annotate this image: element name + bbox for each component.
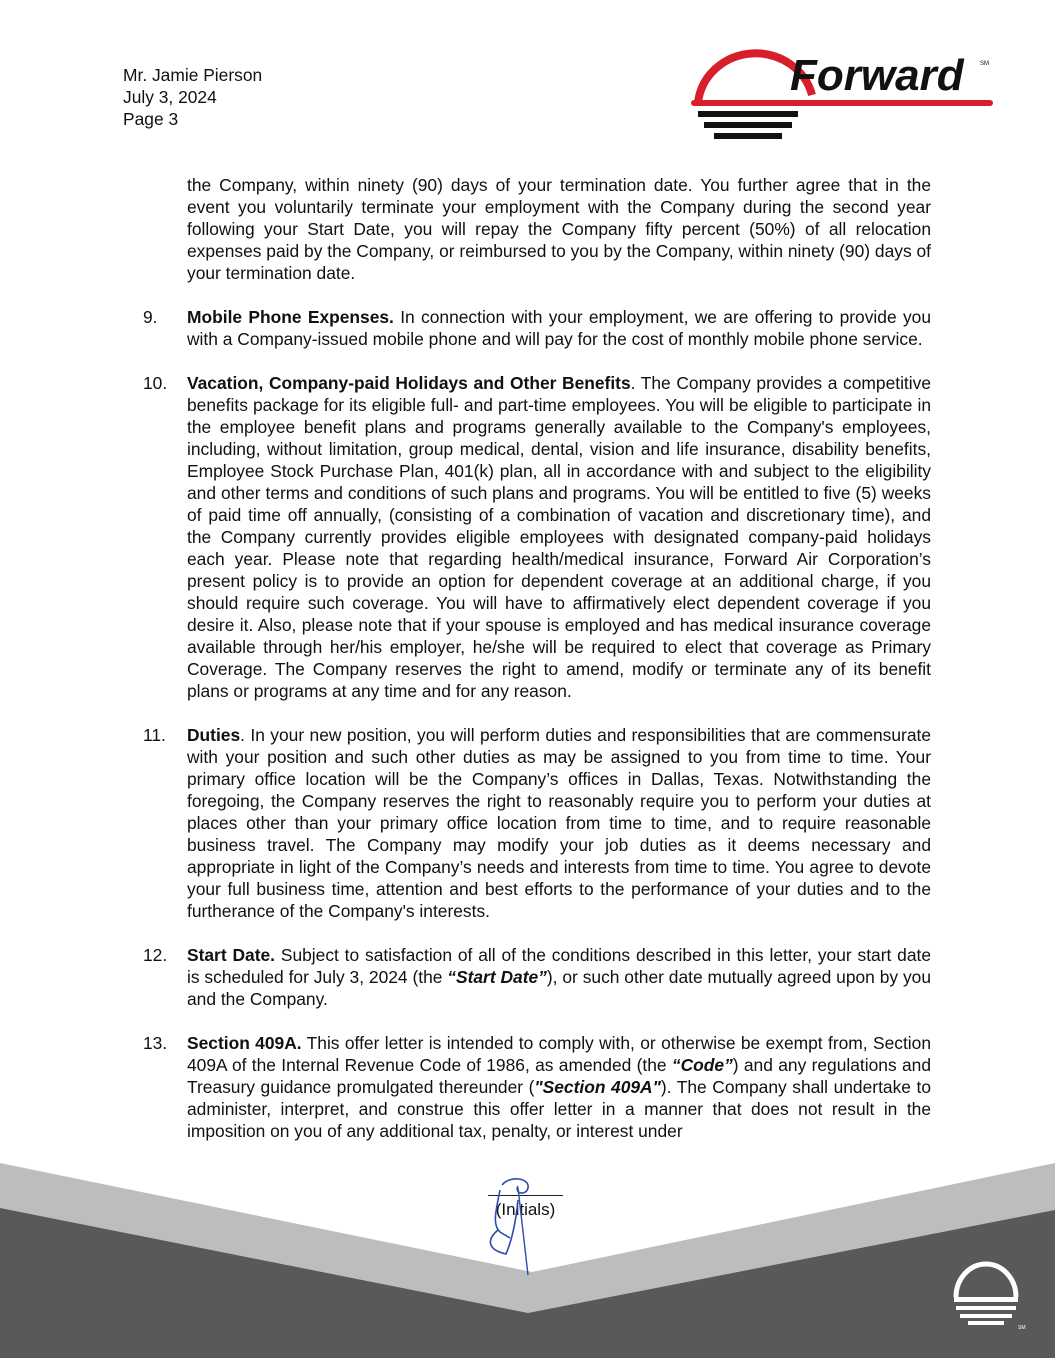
page-number: Page 3 — [123, 109, 179, 129]
section-10: 10. Vacation, Company-paid Holidays and Other Benefits. The Company provides a competitive benefits package for its eligible full- and part-time employees. You will be eligible to participate in the employee benefit plans and programs generally available to the Company's employees, including, without limitation, group medical, dental, vision and life insurance, disability benefits, Employee Stock Purchase Plan, 401(k) plan, all in accordance with and subject to the eligibility and other terms and conditions of such plans and programs. You will be entitled to five (5) weeks of paid time off annually, (consisting of a combination of vacation and discretionary time), and the Company currently provides eligible employees with designated company-paid holidays each year. Please note that regarding health/medical insurance, Forward Air Corporation’s present policy is to provide an option for dependent coverage at an additional charge, if you should require such coverage. You will have to affirmatively elect dependent coverage if you desire it. Also, please note that if your spouse is employed and has medical insurance coverage available through her/his employer, he/she will be required to elect that coverage as Primary Coverage. The Company reserves the right to amend, modify or terminate any of its benefit plans or programs at any time and for any reason. — [143, 373, 931, 701]
forward-logo — [690, 45, 1000, 145]
section-title: Mobile Phone Expenses. — [187, 307, 394, 327]
initials-line: (Initials) — [488, 1195, 563, 1220]
defined-term: “Code” — [671, 1055, 733, 1075]
svg-text:SM: SM — [980, 61, 989, 67]
letter-header — [123, 64, 262, 130]
defined-term: "Section 409A" — [534, 1077, 661, 1097]
section-title: Vacation, Company-paid Holidays and Other Benefits — [187, 373, 631, 393]
letter-date: July 3, 2024 — [123, 87, 217, 107]
section-9: 9. Mobile Phone Expenses. In connection with your employment, we are offering to provide you with a Company-issued mobile phone and will pay for the cost of monthly mobile phone service. — [143, 307, 931, 349]
section-12: 12. Start Date. Subject to satisfaction of all of the conditions described in this letter, your start date is scheduled for July 3, 2024 (the “Start Date”), or such other date mutually agreed upon by you and the Company. — [143, 945, 932, 1009]
recipient-name: Mr. Jamie Pierson — [123, 65, 263, 85]
forward-footer-mark-icon — [948, 1255, 1028, 1330]
section-title: Section 409A. — [187, 1033, 302, 1053]
section-11: 11. Duties. In your new position, you will perform duties and responsibilities that are commensurate with your position and such other duties as may be assigned to you from time to time. Your primary office location will be the Company’s offices in Dallas, Texas. Notwithstanding the foregoing, the Company reserves the right to reasonably require you to perform your duties at places other than your primary office location from time to time, and to require reasonable business travel. The Company may modify your job duties as it deems necessary and appropriate in light of the Company’s needs and interests from time to time. You agree to devote your full business time, attention and best efforts to the performance of your duties and to the furtherance of the Company's interests. — [143, 725, 931, 921]
svg-text:SM: SM — [1018, 1325, 1026, 1330]
letter-body — [143, 174, 931, 1164]
section-title: Duties — [187, 725, 241, 745]
defined-term: “Start Date” — [447, 967, 547, 987]
section-title: Start Date. — [187, 945, 275, 965]
logo-wordmark: Forward — [790, 51, 964, 100]
initials-signature — [470, 1170, 570, 1280]
section-13: 13. Section 409A. This offer letter is intended to comply with, or otherwise be exempt from, Section 409A of the Internal Revenue Code of 1986, as amended (the “Code”) and any regulations and Treasury guidance promulgated thereunder ("Section 409A"). The Company shall undertake to administer, interpret, and construe this offer letter in a manner that does not result in the imposition on you of any additional tax, penalty, or interest under — [143, 1033, 932, 1141]
continued-paragraph: the Company, within ninety (90) days of your termination date. You further agree that in the event you voluntarily terminate your employment with the Company during the second year following your Start Date, you will repay the Company fifty percent (50%) of all relocation expenses paid by the Company, or reimbursed to you by the Company, within ninety (90) days of your termination date. — [187, 175, 931, 283]
